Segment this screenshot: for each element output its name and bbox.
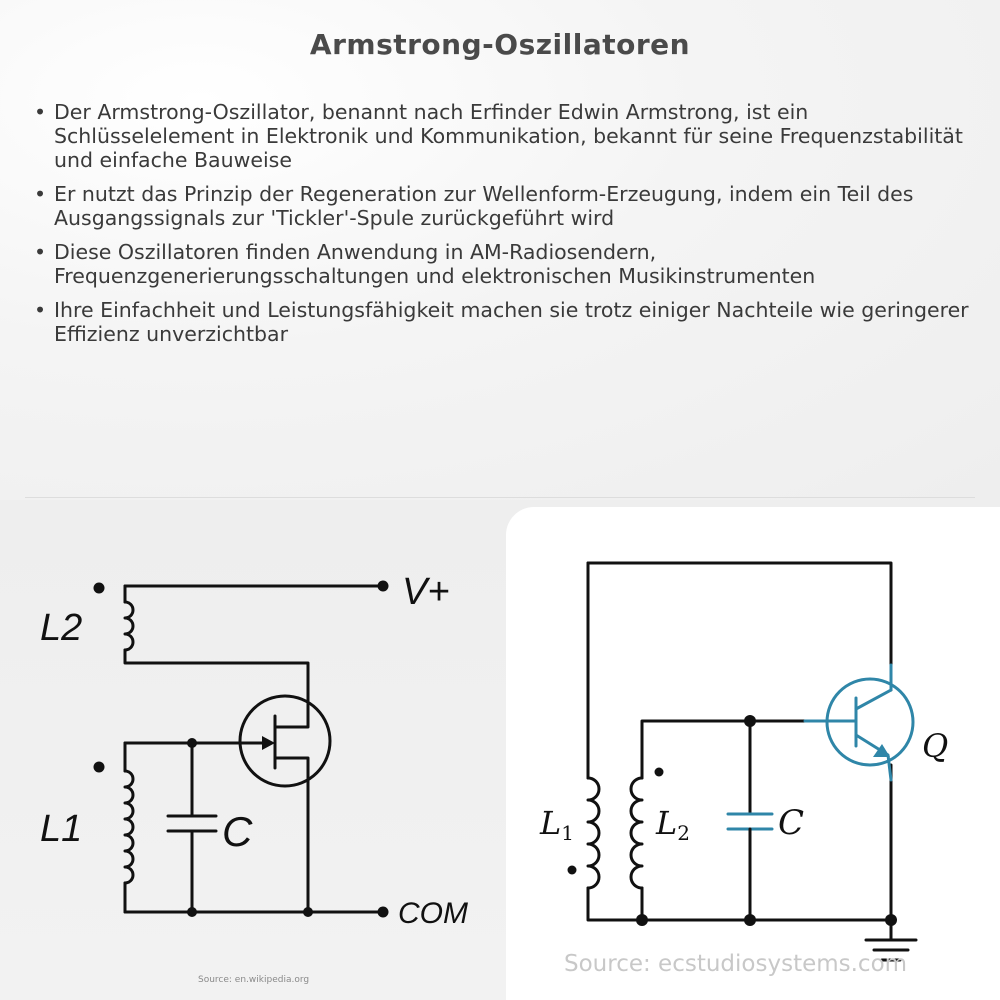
polarity-dot-l2 bbox=[94, 583, 105, 594]
bullet-marker: • bbox=[34, 182, 47, 206]
polarity-dot-l2-right bbox=[655, 768, 664, 777]
label-l1-right-main: L bbox=[540, 804, 562, 842]
polarity-dot-l1-right bbox=[568, 866, 577, 875]
terminal-com bbox=[378, 907, 389, 918]
bullet-text: Er nutzt das Prinzip der Regeneration zur Wellenform-Erzeugung, indem ein Teil des Ausgangssignals zur 'Tickler'-Spule zurückgeführt wird bbox=[54, 182, 914, 230]
label-c-right: C bbox=[778, 803, 805, 843]
junction-gate bbox=[187, 738, 197, 748]
wire-top bbox=[588, 563, 891, 690]
junction-cap-bottom bbox=[187, 907, 197, 917]
wire-l1-right-bottom bbox=[588, 888, 891, 920]
label-q: Q bbox=[922, 727, 949, 765]
wire-l2-bottom bbox=[125, 650, 308, 695]
source-right: Source: ecstudiosystems.com bbox=[564, 951, 908, 977]
label-l1-right-sub: 1 bbox=[561, 821, 574, 845]
left-circuit bbox=[125, 586, 383, 912]
label-vplus: V+ bbox=[402, 571, 450, 613]
label-l2-right-sub: 2 bbox=[677, 821, 690, 845]
polarity-dot-l1 bbox=[94, 762, 105, 773]
page-title: Armstrong-Oszillatoren bbox=[309, 28, 691, 61]
bjt-collector bbox=[856, 665, 891, 709]
label-com: COM bbox=[398, 897, 468, 930]
coil-l1 bbox=[125, 771, 133, 883]
label-l2-right-main: L bbox=[656, 804, 678, 842]
bullet-marker: • bbox=[34, 298, 47, 322]
jfet-body bbox=[240, 696, 330, 786]
jfet-gate-arrow bbox=[262, 736, 275, 750]
bullet-marker: • bbox=[34, 100, 47, 124]
right-dots bbox=[568, 715, 898, 926]
label-c-left: C bbox=[222, 808, 253, 855]
label-l1: L1 bbox=[40, 808, 83, 850]
bjt-transistor bbox=[805, 665, 913, 780]
wire-l2-right-top bbox=[642, 721, 847, 778]
label-l2-right bbox=[655, 804, 690, 845]
junction-base bbox=[744, 715, 756, 727]
coil-l1-right bbox=[588, 778, 599, 888]
terminal-vplus bbox=[378, 581, 389, 592]
coil-l2-right bbox=[631, 778, 642, 888]
junction-source-bottom bbox=[303, 907, 313, 917]
bullet-text: Der Armstrong-Oszillator, benannt nach Erfinder Edwin Armstrong, ist ein Schlüsselelement in Elektronik und Kommunikation, bekannt für seine Frequenzstabilität und einfache Bauweise bbox=[54, 100, 963, 172]
right-circuit bbox=[588, 563, 916, 960]
bullet-text: Ihre Einfachheit und Leistungsfähigkeit machen sie trotz einiger Nachteile wie geringerer Effizienz unverzichtbar bbox=[54, 298, 969, 346]
label-l2: L2 bbox=[40, 607, 83, 649]
junction-bottom-l2 bbox=[636, 914, 648, 926]
junction-bottom-emitter bbox=[885, 914, 897, 926]
bullet-marker: • bbox=[34, 240, 47, 264]
junction-bottom-cap bbox=[744, 914, 756, 926]
coil-l2 bbox=[125, 602, 133, 650]
bullet-text: Diese Oszillatoren finden Anwendung in AM-Radiosendern, Frequenzgenerierungsschaltungen und elektronischen Musikinstrumenten bbox=[54, 240, 816, 288]
bjt-emitter bbox=[856, 735, 891, 780]
label-l1-right bbox=[539, 804, 574, 845]
source-left: Source: en.wikipedia.org bbox=[198, 975, 310, 985]
